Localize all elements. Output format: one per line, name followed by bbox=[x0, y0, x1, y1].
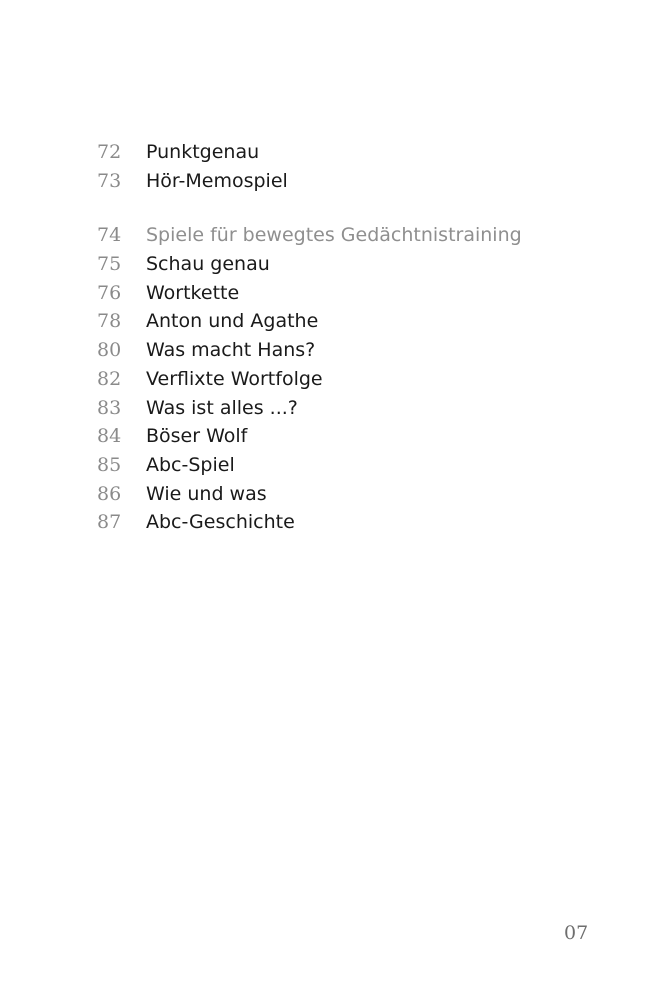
toc-entry bbox=[0, 365, 664, 394]
toc-page-number: 76 bbox=[97, 281, 122, 304]
toc-entry-title: Was macht Hans? bbox=[146, 339, 316, 362]
toc-entry-title: Wortkette bbox=[146, 281, 240, 304]
toc-entry-title: Anton und Agathe bbox=[146, 310, 319, 333]
toc-page-number: 83 bbox=[97, 396, 122, 419]
toc-entry bbox=[0, 480, 664, 509]
toc-page-number: 84 bbox=[97, 425, 122, 448]
toc-entry-title: Was ist alles ...? bbox=[146, 396, 298, 419]
toc-page-number: 78 bbox=[97, 310, 122, 333]
section-spacer bbox=[0, 195, 664, 221]
toc-entry bbox=[0, 250, 664, 279]
toc-entry-title: Schau genau bbox=[146, 253, 270, 276]
toc-entry bbox=[0, 394, 664, 423]
table-of-contents bbox=[0, 138, 664, 537]
toc-page-number: 74 bbox=[97, 224, 122, 247]
toc-entry bbox=[0, 508, 664, 537]
toc-entry-title: Verflixte Wortfolge bbox=[146, 367, 323, 390]
toc-entry-title: Wie und was bbox=[146, 482, 267, 505]
toc-entry-title: Abc-Spiel bbox=[146, 453, 235, 476]
toc-page-number: 72 bbox=[97, 141, 122, 163]
toc-entry bbox=[0, 307, 664, 336]
toc-entry-title: Hör-Memospiel bbox=[146, 169, 288, 192]
toc-entry bbox=[0, 451, 664, 480]
toc-entry-title: Abc-Geschichte bbox=[146, 511, 295, 534]
toc-page-number: 82 bbox=[97, 367, 122, 390]
toc-page-number: 80 bbox=[97, 339, 122, 362]
toc-page-number: 86 bbox=[97, 482, 122, 505]
toc-entry-title: Böser Wolf bbox=[146, 425, 248, 448]
toc-entry bbox=[0, 279, 664, 308]
page-number: 07 bbox=[564, 922, 589, 944]
toc-page-number: 85 bbox=[97, 453, 122, 476]
toc-entry-title: Punktgenau bbox=[146, 141, 260, 163]
toc-section-title: Spiele für bewegtes Gedächtnistraining bbox=[146, 224, 522, 247]
toc-entry bbox=[0, 336, 664, 365]
toc-page-number: 75 bbox=[97, 253, 122, 276]
toc-page-number: 87 bbox=[97, 511, 122, 534]
toc-page-number: 73 bbox=[97, 169, 122, 192]
toc-section-heading bbox=[0, 221, 664, 250]
toc-entry bbox=[0, 422, 664, 451]
toc-entry bbox=[0, 138, 664, 167]
toc-entry bbox=[0, 167, 664, 196]
